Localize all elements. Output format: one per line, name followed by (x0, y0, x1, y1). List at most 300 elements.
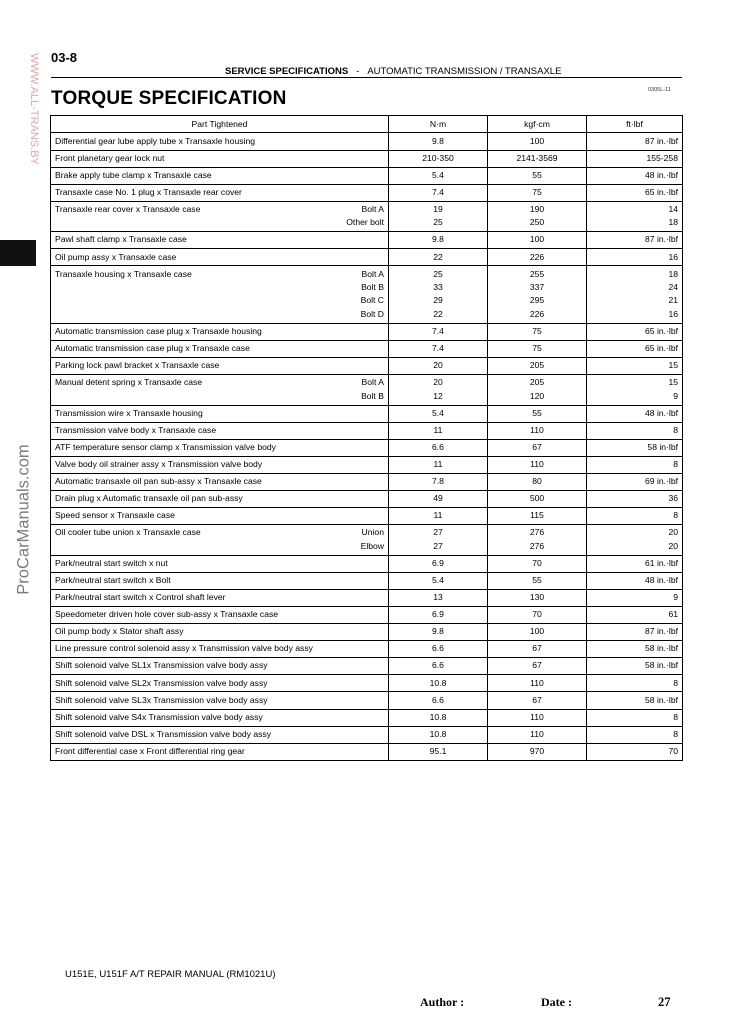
value: 226 (529, 308, 545, 319)
value: 205 (529, 377, 545, 388)
sub-part-label: Union (361, 527, 384, 538)
value: 11 (433, 424, 443, 435)
part-cell (51, 572, 389, 589)
kgf-cell (488, 692, 587, 709)
value: 58 in·lbf (647, 441, 678, 452)
nm-cell (389, 150, 488, 167)
ft-cell (587, 658, 683, 675)
value: 20 (668, 540, 678, 551)
value: 8 (673, 459, 678, 470)
value: 67 (532, 694, 542, 705)
part-cell (51, 692, 389, 709)
part-name: Pawl shaft clamp x Transaxle case (55, 234, 187, 245)
part-name: Oil pump body x Stator shaft assy (55, 626, 184, 637)
part-name: Parking lock pawl bracket x Transaxle case (55, 360, 220, 371)
value: 155-258 (646, 152, 678, 163)
footer-page-number: 27 (658, 995, 671, 1009)
value: 21 (668, 295, 678, 306)
sub-part-label: Elbow (360, 540, 384, 551)
kgf-cell (488, 375, 587, 406)
ft-cell (587, 150, 683, 167)
section-separator: - (356, 66, 360, 77)
table-row (51, 249, 683, 266)
ft-cell (587, 133, 683, 150)
value: 6.6 (432, 441, 444, 452)
ft-cell (587, 357, 683, 374)
kgf-cell (488, 150, 587, 167)
table-body (51, 133, 683, 760)
table-row (51, 232, 683, 249)
value: 8 (673, 510, 678, 521)
kgf-cell (488, 249, 587, 266)
part-cell (51, 726, 389, 743)
value: 100 (529, 626, 545, 637)
table-row (51, 589, 683, 606)
value: 14 (668, 203, 678, 214)
part-cell (51, 266, 389, 323)
value: 9 (673, 390, 678, 401)
value: 18 (668, 217, 678, 228)
part-cell (51, 456, 389, 473)
value: 130 (529, 592, 545, 603)
ft-cell (587, 473, 683, 490)
value: 120 (529, 390, 545, 401)
value: 67 (532, 643, 542, 654)
kgf-cell (488, 726, 587, 743)
kgf-cell (488, 422, 587, 439)
ft-cell (587, 439, 683, 456)
sub-part-label: Bolt D (360, 308, 384, 319)
part-cell (51, 508, 389, 525)
kgf-cell (488, 589, 587, 606)
sub-part-label: Bolt A (361, 268, 384, 279)
value: 18 (668, 268, 678, 279)
nm-cell (389, 201, 488, 232)
ft-cell (587, 405, 683, 422)
part-cell (51, 357, 389, 374)
ft-cell (587, 508, 683, 525)
nm-cell (389, 456, 488, 473)
part-cell (51, 439, 389, 456)
ft-cell (587, 422, 683, 439)
kgf-cell (488, 340, 587, 357)
value: 110 (530, 677, 544, 688)
value: 19 (433, 203, 443, 214)
part-name: Shift solenoid valve S4x Transmission valve body assy (55, 711, 263, 722)
part-cell (51, 167, 389, 184)
table-row (51, 726, 683, 743)
part-cell (51, 525, 389, 556)
value: 2141-3569 (516, 152, 558, 163)
nm-cell (389, 709, 488, 726)
value: 7.4 (432, 343, 444, 354)
table-row (51, 641, 683, 658)
value: 276 (529, 527, 545, 538)
nm-cell (389, 607, 488, 624)
part-cell (51, 184, 389, 201)
value: 24 (668, 282, 678, 293)
part-cell (51, 491, 389, 508)
table-row (51, 572, 683, 589)
nm-cell (389, 589, 488, 606)
part-name: Oil pump assy x Transaxle case (55, 251, 177, 262)
value: 6.6 (432, 643, 444, 654)
section-name: SERVICE SPECIFICATIONS (225, 66, 349, 77)
nm-cell (389, 624, 488, 641)
value: 10.8 (429, 711, 447, 722)
part-name: Park/neutral start switch x Bolt (55, 575, 171, 585)
value: 500 (529, 493, 545, 504)
value: 5.4 (432, 407, 444, 418)
part-cell (51, 641, 389, 658)
part-name: Automatic transmission case plug x Transaxle housing (55, 325, 262, 336)
nm-cell (389, 184, 488, 201)
kgf-cell (488, 709, 587, 726)
part-name: ATF temperature sensor clamp x Transmission valve body (55, 441, 276, 452)
nm-cell (389, 249, 488, 266)
kgf-cell (488, 133, 587, 150)
nm-cell (389, 508, 488, 525)
nm-cell (389, 266, 488, 323)
nm-cell (389, 167, 488, 184)
value: 22 (433, 308, 443, 319)
kgf-cell (488, 607, 587, 624)
kgf-cell (488, 232, 587, 249)
part-name: Differential gear lube apply tube x Transaxle housing (55, 135, 256, 146)
value: 75 (532, 325, 542, 336)
value: 75 (532, 186, 542, 197)
part-cell (51, 422, 389, 439)
sub-part-label: Bolt B (361, 390, 384, 401)
value: 33 (433, 282, 443, 293)
table-row (51, 491, 683, 508)
value: 9.8 (432, 135, 444, 146)
part-cell (51, 323, 389, 340)
value: 58 in.·lbf (645, 660, 678, 671)
value: 276 (529, 540, 545, 551)
ft-cell (587, 184, 683, 201)
table-row (51, 323, 683, 340)
watermark-all-trans: WWW.ALL-TRANS.BY (28, 53, 40, 165)
nm-cell (389, 743, 488, 760)
kgf-cell (488, 675, 587, 692)
table-row (51, 743, 683, 760)
kgf-cell (488, 658, 587, 675)
value: 25 (433, 217, 443, 228)
ft-cell (587, 266, 683, 323)
part-name: Transaxle rear cover x Transaxle case (55, 203, 201, 214)
table-row (51, 184, 683, 201)
value: 87 in.·lbf (645, 626, 678, 637)
kgf-cell (488, 743, 587, 760)
part-cell (51, 133, 389, 150)
part-name: Line pressure control solenoid assy x Transmission valve body assy (55, 643, 313, 654)
value: 48 in.·lbf (645, 575, 678, 585)
part-name: Shift solenoid valve DSL x Transmission valve body assy (55, 728, 272, 739)
value: 27 (433, 527, 443, 538)
value: 67 (532, 441, 542, 452)
value: 115 (530, 510, 544, 521)
value: 36 (668, 493, 678, 504)
value: 10.8 (429, 677, 447, 688)
value: 100 (529, 234, 545, 245)
value: 25 (433, 268, 443, 279)
part-cell (51, 624, 389, 641)
value: 61 (668, 609, 678, 620)
value: 27 (433, 540, 443, 551)
table-row (51, 508, 683, 525)
table-row (51, 675, 683, 692)
value: 337 (529, 282, 545, 293)
part-name: Park/neutral start switch x Control shaft lever (55, 592, 226, 603)
part-name: Manual detent spring x Transaxle case (55, 377, 203, 388)
value: 7.4 (432, 186, 444, 197)
table-row (51, 607, 683, 624)
nm-cell (389, 232, 488, 249)
kgf-cell (488, 508, 587, 525)
value: 11 (433, 510, 443, 521)
footer-manual-title: U151E, U151F A/T REPAIR MANUAL (RM1021U) (65, 969, 276, 980)
value: 205 (529, 360, 545, 371)
value: 75 (532, 343, 542, 354)
value: 48 in.·lbf (645, 169, 678, 180)
footer-author-label: Author : (420, 995, 465, 1009)
table-row (51, 624, 683, 641)
value: 87 in.·lbf (645, 135, 678, 146)
nm-cell (389, 323, 488, 340)
table-row (51, 375, 683, 406)
table-row (51, 357, 683, 374)
part-name: Automatic transmission case plug x Transaxle case (55, 343, 250, 354)
ft-cell (587, 201, 683, 232)
table-row (51, 340, 683, 357)
value: 5.4 (432, 169, 444, 180)
part-cell (51, 675, 389, 692)
part-cell (51, 589, 389, 606)
kgf-cell (488, 525, 587, 556)
table-row (51, 473, 683, 490)
value: 20 (433, 360, 443, 371)
nm-cell (389, 525, 488, 556)
value: 8 (673, 677, 678, 688)
table-row (51, 456, 683, 473)
nm-cell (389, 357, 488, 374)
value: 80 (532, 476, 542, 487)
nm-cell (389, 473, 488, 490)
column-header-part: Part Tightened (51, 116, 389, 133)
ft-cell (587, 340, 683, 357)
header-rule (51, 77, 682, 78)
part-name: Speedometer driven hole cover sub-assy x Transaxle case (55, 609, 279, 620)
value: 250 (529, 217, 545, 228)
value: 11 (433, 459, 443, 470)
nm-cell (389, 555, 488, 572)
value: 69 in.·lbf (645, 476, 678, 487)
part-name: Brake apply tube clamp x Transaxle case (55, 169, 212, 180)
table-row (51, 709, 683, 726)
table-row (51, 201, 683, 232)
table-row (51, 150, 683, 167)
page-number: 03-8 (51, 50, 78, 65)
table-row (51, 405, 683, 422)
part-cell (51, 201, 389, 232)
value: 8 (673, 711, 678, 722)
part-name: Transmission valve body x Transaxle case (55, 424, 217, 435)
kgf-cell (488, 491, 587, 508)
kgf-cell (488, 405, 587, 422)
sub-part-label: Bolt A (361, 203, 384, 214)
value: 16 (668, 251, 678, 262)
subsection-name: AUTOMATIC TRANSMISSION / TRANSAXLE (367, 66, 562, 77)
nm-cell (389, 658, 488, 675)
value: 29 (433, 295, 443, 306)
part-name: Shift solenoid valve SL1x Transmission valve body assy (55, 660, 268, 671)
value: 6.9 (432, 557, 444, 568)
table-row (51, 658, 683, 675)
nm-cell (389, 491, 488, 508)
kgf-cell (488, 572, 587, 589)
part-name: Transaxle housing x Transaxle case (55, 268, 192, 279)
ft-cell (587, 167, 683, 184)
nm-cell (389, 405, 488, 422)
table-row (51, 525, 683, 556)
nm-cell (389, 572, 488, 589)
ft-cell (587, 323, 683, 340)
nm-cell (389, 692, 488, 709)
part-name: Shift solenoid valve SL3x Transmission valve body assy (55, 694, 268, 705)
value: 49 (433, 493, 443, 504)
part-cell (51, 405, 389, 422)
kgf-cell (488, 323, 587, 340)
page-title: TORQUE SPECIFICATION (51, 88, 287, 109)
value: 7.4 (432, 325, 444, 336)
ft-cell (587, 456, 683, 473)
part-cell (51, 743, 389, 760)
part-cell (51, 473, 389, 490)
value: 67 (532, 660, 542, 671)
value: 70 (532, 557, 542, 568)
part-name: Park/neutral start switch x nut (55, 557, 168, 568)
value: 12 (433, 390, 443, 401)
part-name: Front planetary gear lock nut (55, 152, 165, 163)
ft-cell (587, 232, 683, 249)
value: 6.6 (432, 694, 444, 705)
value: 5.4 (432, 575, 444, 585)
nm-cell (389, 375, 488, 406)
doc-code: 0305L-11 (648, 87, 671, 93)
ft-cell (587, 491, 683, 508)
value: 210-350 (422, 152, 454, 163)
ft-cell (587, 607, 683, 624)
column-header-nm: N·m (389, 116, 488, 133)
table-row (51, 133, 683, 150)
value: 20 (668, 527, 678, 538)
nm-cell (389, 675, 488, 692)
value: 9.8 (432, 626, 444, 637)
value: 8 (673, 424, 678, 435)
value: 110 (530, 424, 544, 435)
kgf-cell (488, 473, 587, 490)
part-cell (51, 249, 389, 266)
nm-cell (389, 340, 488, 357)
table-row (51, 692, 683, 709)
part-name: Shift solenoid valve SL2x Transmission valve body assy (55, 677, 268, 688)
nm-cell (389, 439, 488, 456)
kgf-cell (488, 456, 587, 473)
value: 65 in.·lbf (645, 343, 678, 354)
table-row (51, 167, 683, 184)
nm-cell (389, 133, 488, 150)
value: 190 (529, 203, 545, 214)
value: 70 (532, 609, 542, 620)
ft-cell (587, 709, 683, 726)
part-cell (51, 340, 389, 357)
value: 58 in.·lbf (645, 643, 678, 654)
value: 13 (433, 592, 443, 603)
part-cell (51, 607, 389, 624)
value: 970 (529, 745, 545, 756)
section-tab-marker (0, 240, 36, 266)
value: 10.8 (429, 728, 447, 739)
value: 9.8 (432, 234, 444, 245)
ft-cell (587, 624, 683, 641)
value: 61 in.·lbf (645, 557, 678, 568)
watermark-procarmanuals: ProCarManuals.com (14, 444, 33, 595)
value: 65 in.·lbf (645, 186, 678, 197)
value: 6.9 (432, 609, 444, 620)
value: 58 in.·lbf (645, 694, 678, 705)
part-cell (51, 375, 389, 406)
nm-cell (389, 641, 488, 658)
value: 15 (668, 360, 678, 371)
part-name: Oil cooler tube union x Transaxle case (55, 527, 201, 538)
value: 295 (529, 295, 545, 306)
part-name: Automatic transaxle oil pan sub-assy x Transaxle case (55, 476, 262, 487)
footer-date-label: Date : (541, 995, 572, 1009)
table-row (51, 422, 683, 439)
value: 15 (668, 377, 678, 388)
kgf-cell (488, 439, 587, 456)
part-name: Valve body oil strainer assy x Transmission valve body (55, 459, 263, 470)
column-header-kgf: kgf·cm (488, 116, 587, 133)
ft-cell (587, 525, 683, 556)
value: 110 (530, 728, 544, 739)
value: 255 (529, 268, 545, 279)
value: 65 in.·lbf (645, 325, 678, 336)
value: 100 (529, 135, 545, 146)
ft-cell (587, 375, 683, 406)
value: 16 (668, 308, 678, 319)
value: 48 in.·lbf (645, 407, 678, 418)
value: 6.6 (432, 660, 444, 671)
value: 20 (433, 377, 443, 388)
ft-cell (587, 675, 683, 692)
sub-part-label: Bolt A (361, 377, 384, 388)
kgf-cell (488, 555, 587, 572)
kgf-cell (488, 624, 587, 641)
part-name: Transaxle case No. 1 plug x Transaxle rear cover (55, 186, 242, 197)
value: 55 (532, 575, 542, 585)
value: 8 (673, 728, 678, 739)
part-name: Front differential case x Front differential ring gear (55, 745, 245, 756)
kgf-cell (488, 184, 587, 201)
section-header (225, 66, 561, 77)
table-row (51, 555, 683, 572)
ft-cell (587, 726, 683, 743)
part-cell (51, 150, 389, 167)
part-cell (51, 555, 389, 572)
sub-part-label: Other bolt (346, 217, 384, 228)
